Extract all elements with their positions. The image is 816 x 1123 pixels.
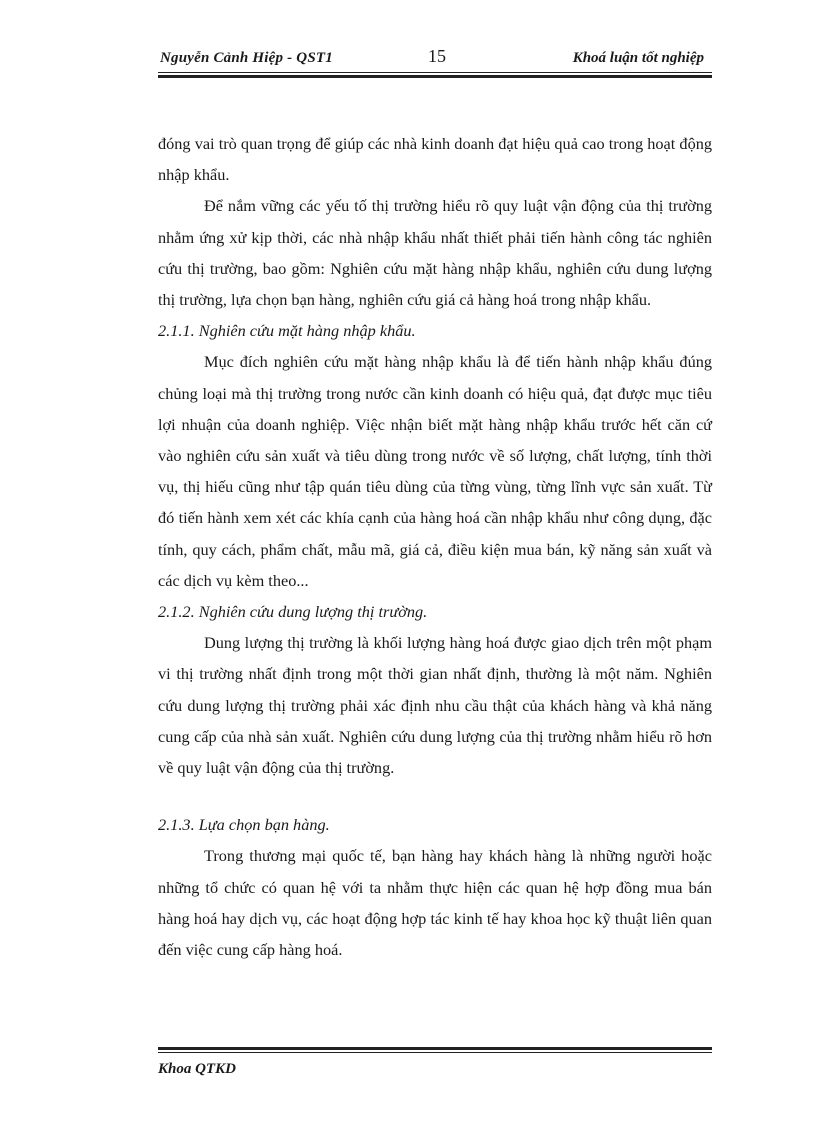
footer-rule-thick — [158, 1047, 712, 1050]
section-heading-2-1-3: 2.1.3. Lựa chọn bạn hàng. — [158, 815, 330, 835]
section-heading-2-1-1: 2.1.1. Nghiên cứu mặt hàng nhập khẩu. — [158, 321, 416, 341]
page-number: 15 — [428, 46, 446, 66]
footer-rule-thin — [158, 1052, 712, 1053]
footer-label: Khoa QTKD — [158, 1061, 236, 1077]
section-gap — [158, 783, 712, 809]
paragraph-continuation: đóng vai trò quan trọng để giúp các nhà kinh doanh đạt hiệu quả cao trong hoạt động nhập khẩu. — [158, 134, 712, 185]
section-heading-2-1-2: 2.1.2. Nghiên cứu dung lượng thị trường. — [158, 602, 428, 622]
header-rule-thin — [158, 72, 712, 73]
paragraph-partner-selection: Trong thương mại quốc tế, bạn hàng hay khách hàng là những người hoặc những tổ chức có quan hệ với ta nhằm thực hiện các quan hệ hợp đồng mua bán hàng hoá hay dịch vụ, các hoạt động hợp tác kinh tế hay khoa học kỹ thuật liên quan đến việc cung cấp hàng hoá. — [158, 846, 712, 960]
paragraph-market-capacity: Dung lượng thị trường là khối lượng hàng hoá được giao dịch trên một phạm vi thị trường nhất định trong một thời gian nhất định, thường là một năm. Nghiên cứu dung lượng thị trường phải xác định nhu cầu thật của khách hàng và khả năng cung cấp của nhà sản xuất. Nghiên cứu dung lượng của thị trường nhằm hiểu rõ hơn về quy luật vận động của thị trường. — [158, 633, 712, 778]
page-header — [158, 44, 712, 78]
paragraph-import-goods-research: Mục đích nghiên cứu mặt hàng nhập khẩu là để tiến hành nhập khẩu đúng chủng loại mà thị trường trong nước cần kinh doanh có hiệu quả, đạt được mục tiêu lợi nhuận của doanh nghiệp. Việc nhận biết mặt hàng nhập khẩu trước hết căn cứ vào nghiên cứu sản xuất và tiêu dùng trong nước về số lượng, chất lượng, tính thời vụ, thị hiếu cũng như tập quán tiêu dùng của từng vùng, từng lĩnh vực sản xuất. Từ đó tiến hành xem xét các khía cạnh của hàng hoá cần nhập khẩu như công dụng, đặc tính, quy cách, phẩm chất, mẫu mã, giá cả, điều kiện mua bán, kỹ năng sản xuất và các dịch vụ kèm theo... — [158, 352, 712, 590]
header-author: Nguyễn Cảnh Hiệp - QST1 — [160, 50, 333, 66]
body-text — [158, 128, 712, 965]
header-doc-type: Khoá luận tốt nghiệp — [572, 50, 704, 66]
paragraph-market-factors: Để nắm vững các yếu tố thị trường hiểu rõ quy luật vận động của thị trường nhằm ứng xử kịp thời, các nhà nhập khẩu nhất thiết phải tiến hành công tác nghiên cứu thị trường, bao gồm: Nghiên cứu mặt hàng nhập khẩu, nghiên cứu dung lượng thị trường, lựa chọn bạn hàng, nghiên cứu giá cả hàng hoá trong nhập khẩu. — [158, 196, 712, 310]
header-rule-thick — [158, 75, 712, 78]
